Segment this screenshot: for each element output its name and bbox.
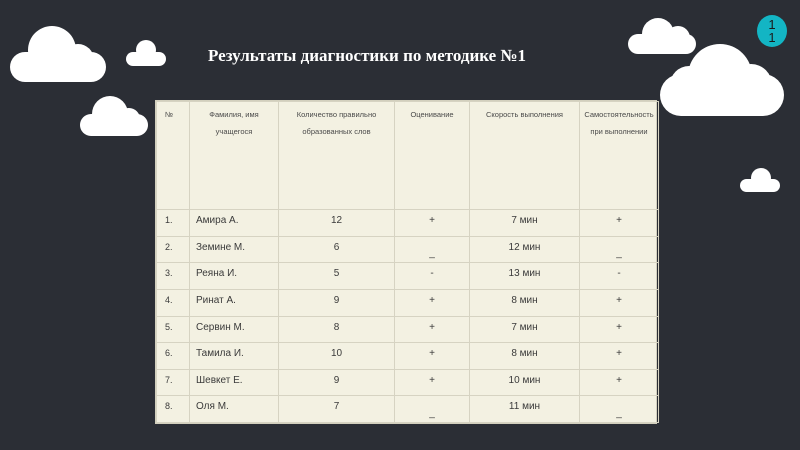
evaluation-mark: + [395,210,470,237]
table-row [157,210,659,237]
row-number: 5. [157,316,190,343]
table-row [157,316,659,343]
header-independence: Самостоятельность при выполнении [580,102,659,210]
slide-title: Результаты диагностики по методике №1 [208,46,527,65]
results-table [156,101,659,423]
independence-mark: + [580,210,659,237]
student-name: Сервин М. [190,316,279,343]
independence-mark: - [580,263,659,290]
independence-mark: _ [580,396,659,423]
cloud-small-top [126,40,166,66]
table-row [157,236,659,263]
correct-words-count: 10 [279,343,395,370]
speed-value: 7 мин [470,316,580,343]
evaluation-mark: _ [395,236,470,263]
header-speed: Скорость выполнения [470,102,580,210]
header-evaluation: Оценивание [395,102,470,210]
correct-words-count: 5 [279,263,395,290]
row-number: 3. [157,263,190,290]
student-name: Амира А. [190,210,279,237]
speed-value: 8 мин [470,289,580,316]
table-row [157,289,659,316]
speed-value: 7 мин [470,210,580,237]
row-number: 6. [157,343,190,370]
table-row [157,369,659,396]
correct-words-count: 9 [279,369,395,396]
correct-words-count: 8 [279,316,395,343]
independence-mark: _ [580,236,659,263]
header-number: № [157,102,190,210]
speed-value: 13 мин [470,263,580,290]
speed-value: 12 мин [470,236,580,263]
header-student-name: Фамилия, имя учащегося [190,102,279,210]
table-row [157,396,659,423]
speed-value: 11 мин [470,396,580,423]
evaluation-mark: + [395,316,470,343]
independence-mark: + [580,369,659,396]
evaluation-mark: + [395,289,470,316]
row-number: 1. [157,210,190,237]
student-name: Ринат А. [190,289,279,316]
page-number-line-1: 1 [768,17,776,32]
row-number: 2. [157,236,190,263]
table-row [157,343,659,370]
evaluation-mark: - [395,263,470,290]
student-name: Тамила И. [190,343,279,370]
page-number-line-2: 1 [768,30,776,45]
student-name: Оля М. [190,396,279,423]
table-row [157,263,659,290]
evaluation-mark: + [395,369,470,396]
student-name: Реяна И. [190,263,279,290]
speed-value: 10 мин [470,369,580,396]
correct-words-count: 9 [279,289,395,316]
evaluation-mark: + [395,343,470,370]
page-number-badge [757,15,787,47]
student-name: Земине М. [190,236,279,263]
student-name: Шевкет Е. [190,369,279,396]
correct-words-count: 7 [279,396,395,423]
row-number: 7. [157,369,190,396]
header-correct-words-count: Количество правильно образованных слов [279,102,395,210]
correct-words-count: 6 [279,236,395,263]
independence-mark: + [580,289,659,316]
cloud-right-small [740,168,780,192]
row-number: 4. [157,289,190,316]
row-number: 8. [157,396,190,423]
correct-words-count: 12 [279,210,395,237]
independence-mark: + [580,316,659,343]
cloud-right-large [660,44,784,116]
results-table-container [155,100,657,424]
cloud-mid-left [80,96,148,136]
table-header-row [157,102,659,210]
cloud-top-left [10,26,106,82]
evaluation-mark: _ [395,396,470,423]
independence-mark: + [580,343,659,370]
speed-value: 8 мин [470,343,580,370]
